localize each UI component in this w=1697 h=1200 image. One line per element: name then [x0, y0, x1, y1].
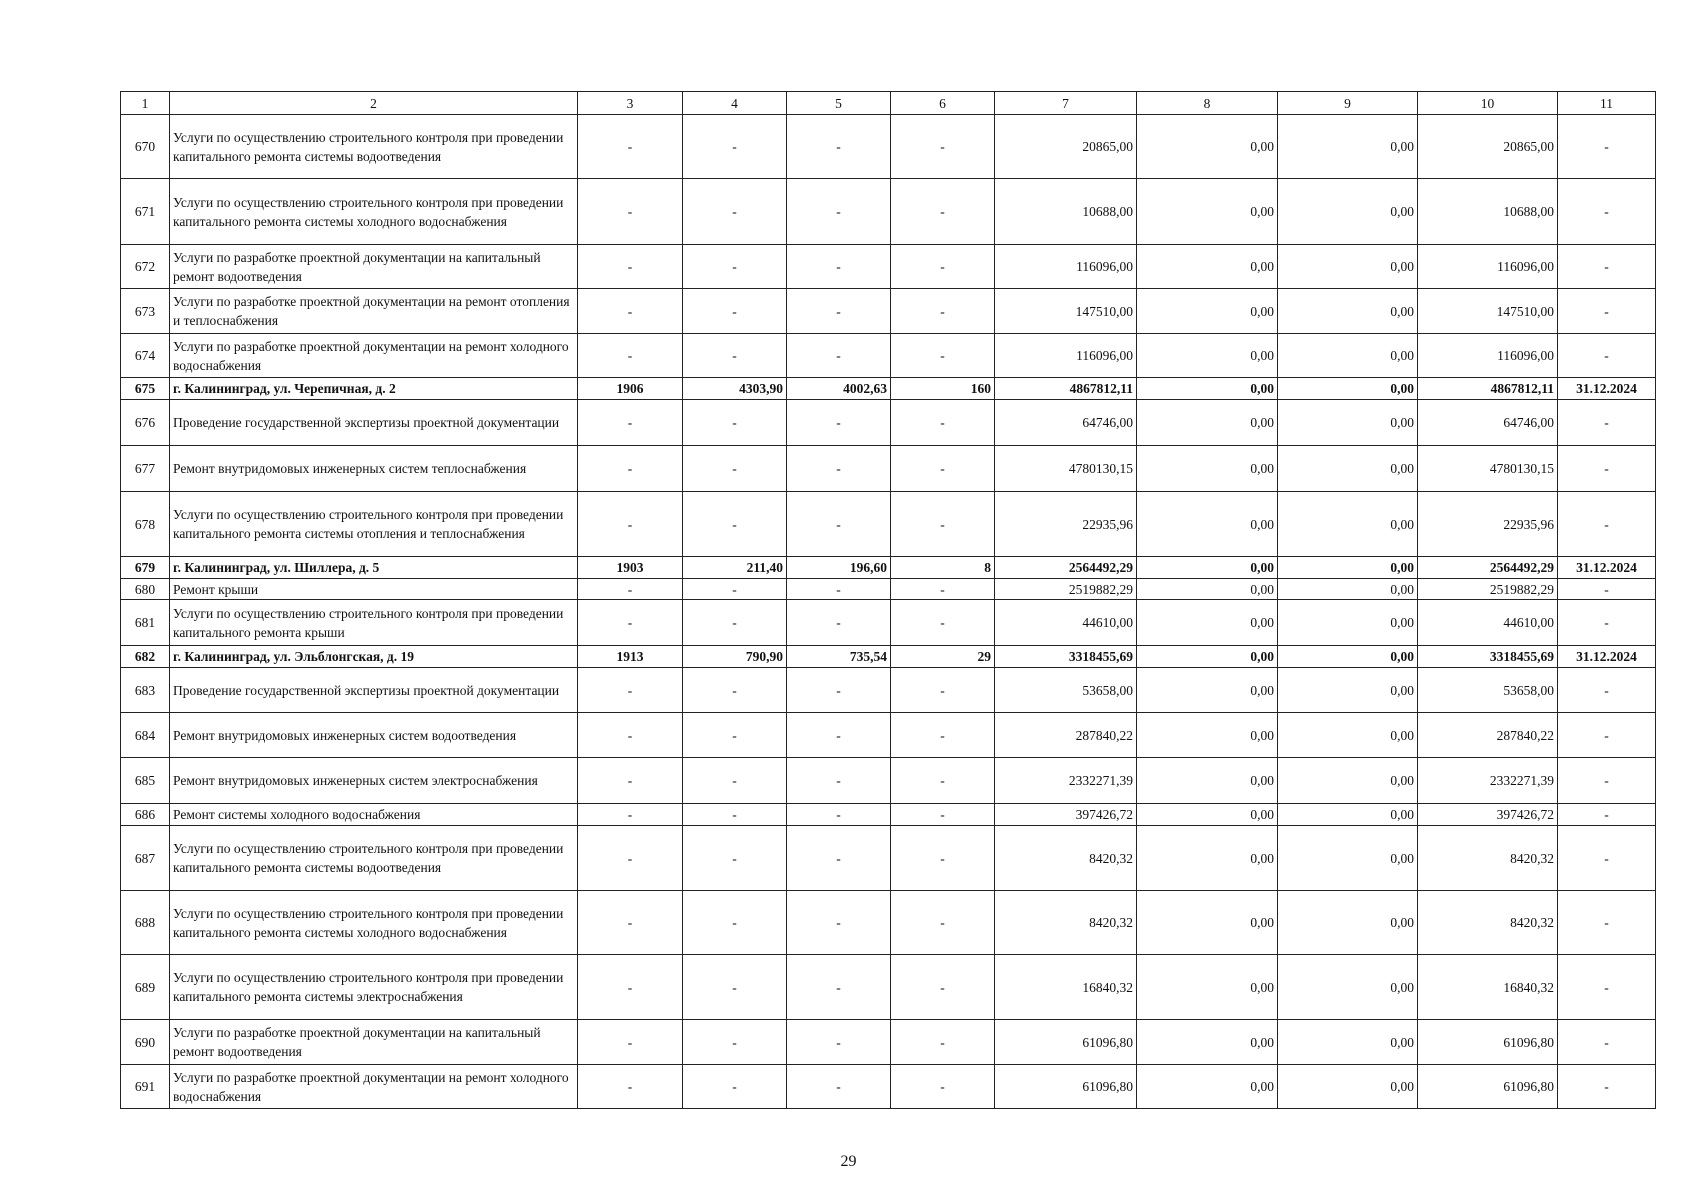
col-9-value: 0,00 [1278, 955, 1418, 1020]
col-8-value: 0,00 [1137, 557, 1278, 579]
col-5-value: - [787, 115, 891, 179]
col-11-value: - [1558, 179, 1656, 245]
col-3-value: 1913 [578, 646, 683, 668]
col-11-value: - [1558, 579, 1656, 600]
col-5-value: - [787, 289, 891, 334]
col-10-value: 287840,22 [1418, 713, 1558, 758]
col-11-value: - [1558, 400, 1656, 446]
col-10-value: 61096,80 [1418, 1065, 1558, 1109]
col-4-value: - [683, 826, 787, 891]
col-5-value: - [787, 804, 891, 826]
col-8-value: 0,00 [1137, 758, 1278, 804]
col-3-value: - [578, 245, 683, 289]
column-header: 3 [578, 92, 683, 115]
row-description: Услуги по разработке проектной документации на ремонт холодного водоснабжения [170, 1065, 578, 1109]
column-header: 4 [683, 92, 787, 115]
col-9-value: 0,00 [1278, 826, 1418, 891]
row-number: 681 [121, 600, 170, 646]
column-header: 8 [1137, 92, 1278, 115]
col-3-value: - [578, 334, 683, 378]
col-4-value: 4303,90 [683, 378, 787, 400]
row-number: 674 [121, 334, 170, 378]
row-number: 677 [121, 446, 170, 492]
col-7-value: 16840,32 [995, 955, 1137, 1020]
col-5-value: - [787, 1020, 891, 1065]
col-9-value: 0,00 [1278, 891, 1418, 955]
col-6-value: 29 [891, 646, 995, 668]
col-6-value: - [891, 804, 995, 826]
col-8-value: 0,00 [1137, 115, 1278, 179]
col-9-value: 0,00 [1278, 179, 1418, 245]
col-6-value: - [891, 758, 995, 804]
col-6-value: - [891, 600, 995, 646]
col-7-value: 4867812,11 [995, 378, 1137, 400]
row-number: 682 [121, 646, 170, 668]
col-5-value: - [787, 446, 891, 492]
col-6-value: 8 [891, 557, 995, 579]
table-row [121, 492, 1656, 557]
col-9-value: 0,00 [1278, 557, 1418, 579]
address-row [121, 378, 1656, 400]
col-10-value: 61096,80 [1418, 1020, 1558, 1065]
col-7-value: 53658,00 [995, 668, 1137, 713]
col-5-value: - [787, 955, 891, 1020]
col-4-value: - [683, 115, 787, 179]
table-row [121, 579, 1656, 600]
row-description: Проведение государственной экспертизы проектной документации [170, 668, 578, 713]
col-6-value: - [891, 955, 995, 1020]
row-number: 686 [121, 804, 170, 826]
col-6-value: - [891, 826, 995, 891]
col-3-value: - [578, 115, 683, 179]
col-11-value: - [1558, 1020, 1656, 1065]
col-11-value: 31.12.2024 [1558, 646, 1656, 668]
col-6-value: - [891, 446, 995, 492]
col-8-value: 0,00 [1137, 668, 1278, 713]
col-9-value: 0,00 [1278, 600, 1418, 646]
row-number: 672 [121, 245, 170, 289]
col-8-value: 0,00 [1137, 826, 1278, 891]
col-8-value: 0,00 [1137, 1020, 1278, 1065]
col-5-value: 735,54 [787, 646, 891, 668]
col-6-value: - [891, 115, 995, 179]
table-row [121, 1065, 1656, 1109]
col-6-value: - [891, 713, 995, 758]
row-number: 685 [121, 758, 170, 804]
col-4-value: - [683, 804, 787, 826]
col-7-value: 116096,00 [995, 334, 1137, 378]
col-11-value: - [1558, 115, 1656, 179]
col-7-value: 116096,00 [995, 245, 1137, 289]
col-4-value: - [683, 758, 787, 804]
col-6-value: 160 [891, 378, 995, 400]
table-row [121, 804, 1656, 826]
col-10-value: 4780130,15 [1418, 446, 1558, 492]
col-11-value: - [1558, 289, 1656, 334]
col-11-value: - [1558, 245, 1656, 289]
col-10-value: 8420,32 [1418, 891, 1558, 955]
col-10-value: 8420,32 [1418, 826, 1558, 891]
row-description: г. Калининград, ул. Черепичная, д. 2 [170, 378, 578, 400]
row-description: Услуги по осуществлению строительного контроля при проведении капитального ремонта системы холодного водоснабжения [170, 179, 578, 245]
col-7-value: 8420,32 [995, 826, 1137, 891]
col-11-value: - [1558, 955, 1656, 1020]
col-5-value: - [787, 713, 891, 758]
col-4-value: - [683, 668, 787, 713]
col-8-value: 0,00 [1137, 804, 1278, 826]
col-10-value: 2564492,29 [1418, 557, 1558, 579]
col-8-value: 0,00 [1137, 579, 1278, 600]
col-6-value: - [891, 400, 995, 446]
col-8-value: 0,00 [1137, 179, 1278, 245]
column-header: 1 [121, 92, 170, 115]
row-number: 687 [121, 826, 170, 891]
col-4-value: - [683, 446, 787, 492]
col-11-value: - [1558, 758, 1656, 804]
row-number: 683 [121, 668, 170, 713]
col-11-value: - [1558, 446, 1656, 492]
table-row [121, 334, 1656, 378]
table-row [121, 891, 1656, 955]
col-10-value: 4867812,11 [1418, 378, 1558, 400]
col-8-value: 0,00 [1137, 334, 1278, 378]
row-description: Услуги по осуществлению строительного контроля при проведении капитального ремонта системы водоотведения [170, 115, 578, 179]
column-header: 2 [170, 92, 578, 115]
row-description: Ремонт системы холодного водоснабжения [170, 804, 578, 826]
col-9-value: 0,00 [1278, 400, 1418, 446]
column-header: 5 [787, 92, 891, 115]
col-5-value: - [787, 826, 891, 891]
col-11-value: - [1558, 492, 1656, 557]
col-3-value: - [578, 713, 683, 758]
col-4-value: - [683, 1065, 787, 1109]
column-header: 11 [1558, 92, 1656, 115]
row-description: Услуги по разработке проектной документации на капитальный ремонт водоотведения [170, 245, 578, 289]
row-description: Услуги по осуществлению строительного контроля при проведении капитального ремонта системы водоотведения [170, 826, 578, 891]
col-8-value: 0,00 [1137, 600, 1278, 646]
col-9-value: 0,00 [1278, 446, 1418, 492]
row-number: 673 [121, 289, 170, 334]
col-8-value: 0,00 [1137, 713, 1278, 758]
col-5-value: - [787, 492, 891, 557]
row-description: Ремонт крыши [170, 579, 578, 600]
col-9-value: 0,00 [1278, 646, 1418, 668]
col-7-value: 64746,00 [995, 400, 1137, 446]
col-10-value: 2519882,29 [1418, 579, 1558, 600]
col-11-value: 31.12.2024 [1558, 557, 1656, 579]
col-6-value: - [891, 668, 995, 713]
col-9-value: 0,00 [1278, 115, 1418, 179]
col-3-value: - [578, 289, 683, 334]
table-row [121, 289, 1656, 334]
col-7-value: 22935,96 [995, 492, 1137, 557]
col-9-value: 0,00 [1278, 758, 1418, 804]
col-3-value: - [578, 1020, 683, 1065]
col-5-value: - [787, 891, 891, 955]
row-description: Ремонт внутридомовых инженерных систем водоотведения [170, 713, 578, 758]
col-10-value: 116096,00 [1418, 334, 1558, 378]
row-description: Ремонт внутридомовых инженерных систем электроснабжения [170, 758, 578, 804]
col-7-value: 147510,00 [995, 289, 1137, 334]
col-9-value: 0,00 [1278, 289, 1418, 334]
col-9-value: 0,00 [1278, 245, 1418, 289]
col-8-value: 0,00 [1137, 245, 1278, 289]
col-5-value: 4002,63 [787, 378, 891, 400]
col-5-value: - [787, 334, 891, 378]
col-4-value: - [683, 400, 787, 446]
column-header: 7 [995, 92, 1137, 115]
col-4-value: - [683, 1020, 787, 1065]
col-10-value: 64746,00 [1418, 400, 1558, 446]
col-3-value: - [578, 891, 683, 955]
row-description: г. Калининград, ул. Эльблонгская, д. 19 [170, 646, 578, 668]
column-header: 10 [1418, 92, 1558, 115]
col-7-value: 3318455,69 [995, 646, 1137, 668]
table-row [121, 600, 1656, 646]
col-9-value: 0,00 [1278, 713, 1418, 758]
col-4-value: - [683, 179, 787, 245]
col-8-value: 0,00 [1137, 378, 1278, 400]
row-number: 690 [121, 1020, 170, 1065]
col-11-value: - [1558, 713, 1656, 758]
col-5-value: - [787, 668, 891, 713]
col-9-value: 0,00 [1278, 668, 1418, 713]
column-number-header-row [121, 92, 1656, 115]
col-7-value: 287840,22 [995, 713, 1137, 758]
col-3-value: - [578, 600, 683, 646]
col-10-value: 116096,00 [1418, 245, 1558, 289]
col-8-value: 0,00 [1137, 289, 1278, 334]
col-6-value: - [891, 245, 995, 289]
col-3-value: 1906 [578, 378, 683, 400]
col-4-value: - [683, 334, 787, 378]
table-row [121, 245, 1656, 289]
col-7-value: 61096,80 [995, 1020, 1137, 1065]
col-3-value: - [578, 804, 683, 826]
column-header: 6 [891, 92, 995, 115]
col-4-value: - [683, 600, 787, 646]
col-3-value: - [578, 579, 683, 600]
col-11-value: - [1558, 891, 1656, 955]
col-6-value: - [891, 334, 995, 378]
row-number: 691 [121, 1065, 170, 1109]
col-3-value: - [578, 758, 683, 804]
col-9-value: 0,00 [1278, 334, 1418, 378]
col-4-value: - [683, 713, 787, 758]
col-3-value: - [578, 1065, 683, 1109]
col-4-value: - [683, 579, 787, 600]
col-9-value: 0,00 [1278, 492, 1418, 557]
col-7-value: 44610,00 [995, 600, 1137, 646]
table-row [121, 826, 1656, 891]
row-number: 676 [121, 400, 170, 446]
col-10-value: 20865,00 [1418, 115, 1558, 179]
col-10-value: 10688,00 [1418, 179, 1558, 245]
col-7-value: 2332271,39 [995, 758, 1137, 804]
col-4-value: - [683, 955, 787, 1020]
col-3-value: - [578, 955, 683, 1020]
col-9-value: 0,00 [1278, 378, 1418, 400]
address-row [121, 557, 1656, 579]
col-7-value: 20865,00 [995, 115, 1137, 179]
row-number: 675 [121, 378, 170, 400]
row-number: 688 [121, 891, 170, 955]
col-3-value: - [578, 826, 683, 891]
col-6-value: - [891, 1065, 995, 1109]
col-6-value: - [891, 289, 995, 334]
table-row [121, 713, 1656, 758]
col-5-value: - [787, 758, 891, 804]
col-7-value: 2564492,29 [995, 557, 1137, 579]
col-10-value: 147510,00 [1418, 289, 1558, 334]
col-8-value: 0,00 [1137, 646, 1278, 668]
table-row [121, 179, 1656, 245]
address-row [121, 646, 1656, 668]
col-3-value: - [578, 446, 683, 492]
row-description: г. Калининград, ул. Шиллера, д. 5 [170, 557, 578, 579]
col-7-value: 8420,32 [995, 891, 1137, 955]
row-number: 684 [121, 713, 170, 758]
table-row [121, 1020, 1656, 1065]
col-6-value: - [891, 492, 995, 557]
row-number: 670 [121, 115, 170, 179]
col-8-value: 0,00 [1137, 400, 1278, 446]
col-4-value: 211,40 [683, 557, 787, 579]
col-3-value: 1903 [578, 557, 683, 579]
row-description: Услуги по разработке проектной документации на ремонт отопления и теплоснабжения [170, 289, 578, 334]
col-7-value: 4780130,15 [995, 446, 1137, 492]
row-description: Услуги по осуществлению строительного контроля при проведении капитального ремонта крыши [170, 600, 578, 646]
col-8-value: 0,00 [1137, 891, 1278, 955]
col-7-value: 2519882,29 [995, 579, 1137, 600]
col-5-value: - [787, 579, 891, 600]
col-11-value: - [1558, 600, 1656, 646]
col-11-value: - [1558, 804, 1656, 826]
col-3-value: - [578, 492, 683, 557]
row-description: Услуги по осуществлению строительного контроля при проведении капитального ремонта системы отопления и теплоснабжения [170, 492, 578, 557]
col-10-value: 44610,00 [1418, 600, 1558, 646]
row-description: Услуги по осуществлению строительного контроля при проведении капитального ремонта системы электроснабжения [170, 955, 578, 1020]
col-6-value: - [891, 179, 995, 245]
row-number: 689 [121, 955, 170, 1020]
col-8-value: 0,00 [1137, 492, 1278, 557]
column-header: 9 [1278, 92, 1418, 115]
col-4-value: - [683, 492, 787, 557]
col-10-value: 2332271,39 [1418, 758, 1558, 804]
row-description: Услуги по осуществлению строительного контроля при проведении капитального ремонта системы холодного водоснабжения [170, 891, 578, 955]
col-4-value: - [683, 891, 787, 955]
col-11-value: - [1558, 1065, 1656, 1109]
row-description: Услуги по разработке проектной документации на ремонт холодного водоснабжения [170, 334, 578, 378]
col-4-value: 790,90 [683, 646, 787, 668]
col-11-value: - [1558, 334, 1656, 378]
row-description: Услуги по разработке проектной документации на капитальный ремонт водоотведения [170, 1020, 578, 1065]
table-row [121, 668, 1656, 713]
col-7-value: 397426,72 [995, 804, 1137, 826]
row-description: Проведение государственной экспертизы проектной документации [170, 400, 578, 446]
row-number: 680 [121, 579, 170, 600]
col-9-value: 0,00 [1278, 1020, 1418, 1065]
col-10-value: 397426,72 [1418, 804, 1558, 826]
col-9-value: 0,00 [1278, 579, 1418, 600]
col-4-value: - [683, 245, 787, 289]
col-4-value: - [683, 289, 787, 334]
col-7-value: 10688,00 [995, 179, 1137, 245]
col-5-value: - [787, 400, 891, 446]
col-11-value: 31.12.2024 [1558, 378, 1656, 400]
col-8-value: 0,00 [1137, 955, 1278, 1020]
page-number: 29 [840, 1153, 857, 1170]
col-9-value: 0,00 [1278, 804, 1418, 826]
col-9-value: 0,00 [1278, 1065, 1418, 1109]
table-row [121, 955, 1656, 1020]
col-8-value: 0,00 [1137, 1065, 1278, 1109]
table-row [121, 400, 1656, 446]
col-3-value: - [578, 179, 683, 245]
col-6-value: - [891, 579, 995, 600]
col-6-value: - [891, 1020, 995, 1065]
col-5-value: - [787, 600, 891, 646]
col-10-value: 3318455,69 [1418, 646, 1558, 668]
col-10-value: 16840,32 [1418, 955, 1558, 1020]
col-3-value: - [578, 668, 683, 713]
col-7-value: 61096,80 [995, 1065, 1137, 1109]
col-11-value: - [1558, 668, 1656, 713]
row-number: 678 [121, 492, 170, 557]
estimate-table [120, 91, 1656, 1109]
row-number: 671 [121, 179, 170, 245]
table-row [121, 446, 1656, 492]
col-8-value: 0,00 [1137, 446, 1278, 492]
col-10-value: 22935,96 [1418, 492, 1558, 557]
col-5-value: - [787, 245, 891, 289]
row-number: 679 [121, 557, 170, 579]
col-6-value: - [891, 891, 995, 955]
col-11-value: - [1558, 826, 1656, 891]
table-row [121, 115, 1656, 179]
col-5-value: - [787, 179, 891, 245]
col-3-value: - [578, 400, 683, 446]
table-row [121, 758, 1656, 804]
col-10-value: 53658,00 [1418, 668, 1558, 713]
col-5-value: 196,60 [787, 557, 891, 579]
row-description: Ремонт внутридомовых инженерных систем теплоснабжения [170, 446, 578, 492]
col-5-value: - [787, 1065, 891, 1109]
